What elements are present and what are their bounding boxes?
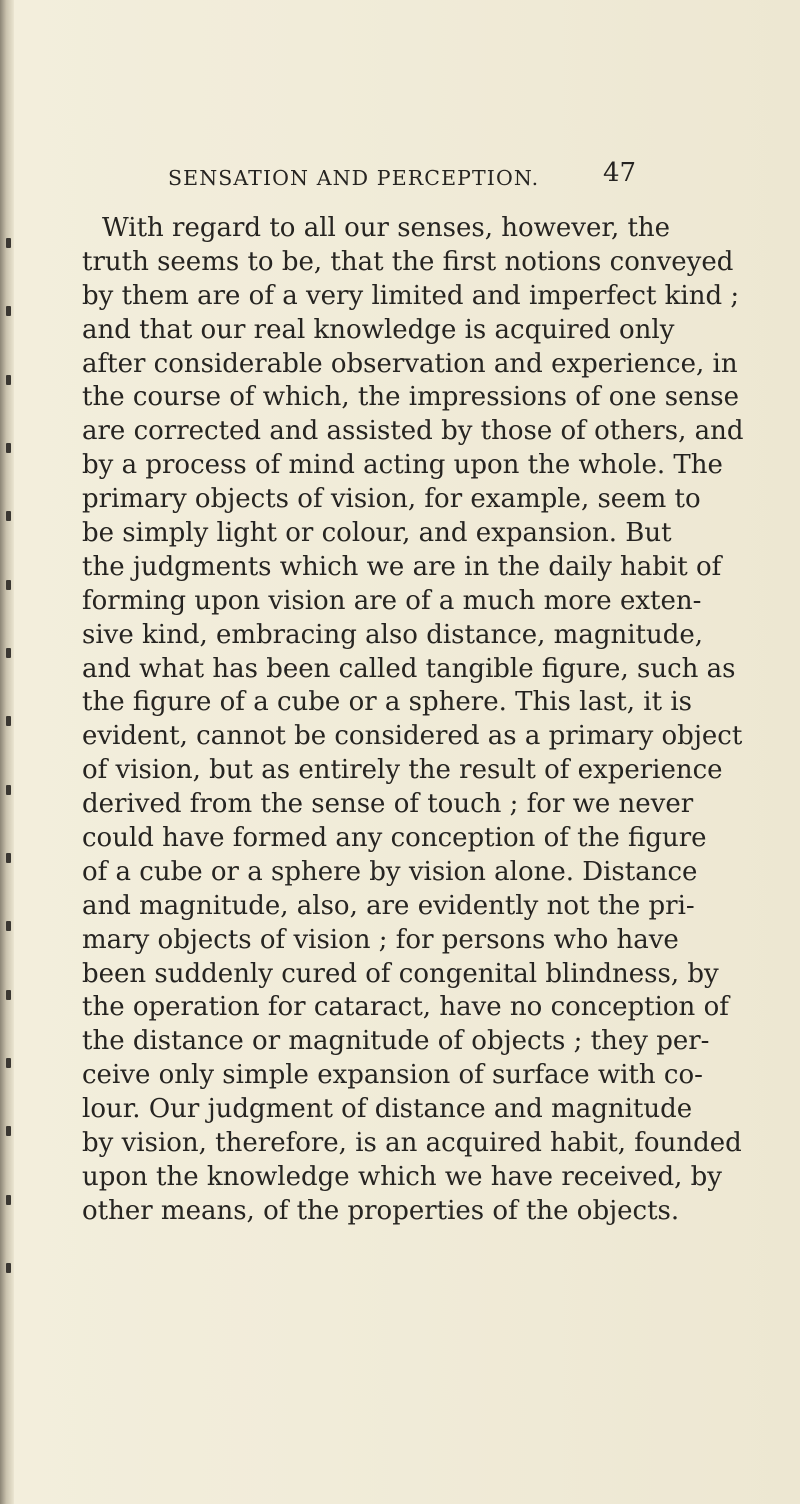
gutter-mark bbox=[6, 648, 11, 658]
gutter-mark bbox=[6, 443, 11, 453]
gutter-mark bbox=[6, 511, 11, 521]
text-line: lour. Our judgment of distance and magnitude bbox=[82, 1094, 693, 1125]
text-line: derived from the sense of touch ; for we never bbox=[82, 789, 694, 820]
text-line: by them are of a very limited and imperfect kind ; bbox=[82, 280, 740, 311]
text-line: the operation for cataract, have no conception of bbox=[82, 992, 729, 1023]
text-line: ceive only simple expansion of surface with co- bbox=[82, 1060, 703, 1091]
text-line: could have formed any conception of the figure bbox=[82, 823, 707, 854]
text-line: sive kind, embracing also distance, magnitude, bbox=[82, 619, 704, 650]
text-line: after considerable observation and experience, in bbox=[82, 348, 738, 379]
gutter-mark bbox=[6, 238, 11, 248]
text-line: mary objects of vision ; for persons who have bbox=[82, 924, 679, 955]
page-number: 47 bbox=[603, 158, 637, 188]
text-line: the figure of a cube or a sphere. This last, it is bbox=[82, 687, 692, 718]
text-line: other means, of the properties of the objects. bbox=[82, 1195, 680, 1226]
gutter-mark bbox=[6, 1195, 11, 1205]
gutter-mark bbox=[6, 306, 11, 316]
text-line: be simply light or colour, and expansion. But bbox=[82, 518, 672, 549]
text-line: With regard to all our senses, however, the bbox=[102, 213, 671, 243]
text-line: by vision, therefore, is an acquired habit, founded bbox=[82, 1128, 742, 1159]
text-line: upon the knowledge which we have received, by bbox=[82, 1161, 722, 1192]
gutter-mark bbox=[6, 1058, 11, 1068]
gutter-mark bbox=[6, 785, 11, 795]
text-line: of vision, but as entirely the result of experience bbox=[82, 755, 723, 786]
running-head-title: SENSATION AND PERCEPTION. bbox=[168, 166, 540, 190]
text-line: forming upon vision are of a much more exten- bbox=[82, 585, 702, 616]
text-line: of a cube or a sphere by vision alone. Distance bbox=[82, 856, 698, 887]
gutter-mark bbox=[6, 921, 11, 931]
text-line: and what has been called tangible figure, such as bbox=[82, 653, 736, 684]
text-line: primary objects of vision, for example, seem to bbox=[82, 484, 701, 515]
gutter-mark bbox=[6, 990, 11, 1000]
text-line: the distance or magnitude of objects ; they per- bbox=[82, 1026, 710, 1057]
gutter-mark bbox=[6, 1263, 11, 1273]
text-line: by a process of mind acting upon the whole. The bbox=[82, 450, 723, 481]
gutter-mark bbox=[6, 853, 11, 863]
text-line: the judgments which we are in the daily habit of bbox=[82, 551, 722, 582]
text-line: the course of which, the impressions of one sense bbox=[82, 382, 739, 413]
text-line: and magnitude, also, are evidently not the pri- bbox=[82, 890, 695, 921]
text-line: are corrected and assisted by those of others, and bbox=[82, 416, 744, 447]
gutter-mark bbox=[6, 716, 11, 726]
text-line: been suddenly cured of congenital blindness, by bbox=[82, 958, 719, 989]
page-gutter-shadow bbox=[0, 0, 14, 1504]
running-head bbox=[0, 158, 800, 198]
text-line: evident, cannot be considered as a primary object bbox=[82, 721, 743, 752]
text-line: truth seems to be, that the first notions conveyed bbox=[82, 246, 734, 277]
text-line: and that our real knowledge is acquired only bbox=[82, 314, 675, 345]
body-paragraph bbox=[82, 212, 744, 1229]
gutter-mark bbox=[6, 580, 11, 590]
gutter-mark bbox=[6, 1126, 11, 1136]
gutter-mark bbox=[6, 375, 11, 385]
